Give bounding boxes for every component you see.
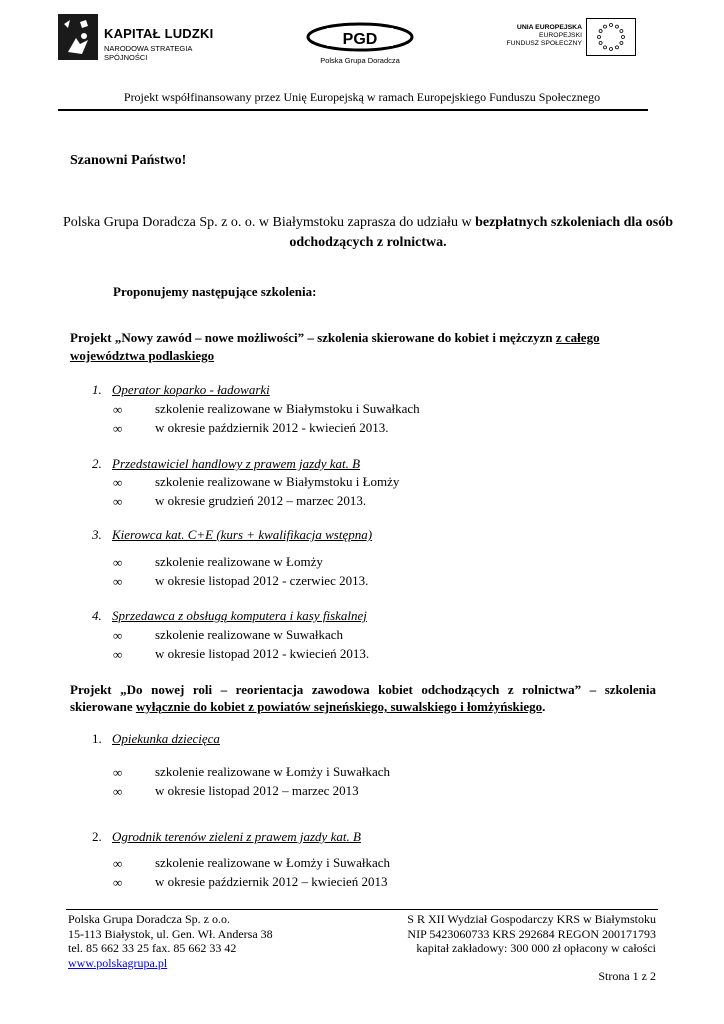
pgd-mark-text: PGD [342, 31, 378, 48]
eu-text [506, 24, 582, 49]
project1-region: z całego województwa podlaskiego [70, 330, 600, 363]
project1-item3-title: Kierowca kat. C+E (kurs + kwalifikacja wstępna) [112, 527, 373, 542]
pgd-subtitle: Polska Grupa Doradcza [320, 56, 400, 65]
footer-court: S R XII Wydział Gospodarczy KRS w Białymstoku [407, 912, 656, 926]
eu-line-3: FUNDUSZ SPOŁECZNY [506, 40, 582, 48]
eu-flag-icon [586, 18, 636, 56]
bullet-icon: ∞ [113, 875, 123, 890]
project2-heading-line1: Projekt „Do nowej roli – reorientacja zawodowa kobiet odchodzących z rolnictwa” – szkolenia [70, 682, 656, 697]
kapital-ludzki-subtitle: NARODOWA STRATEGIA SPÓJNOŚCI [104, 44, 192, 62]
project2-item2-detail2: w okresie październik 2012 – kwiecień 2013 [155, 874, 388, 889]
pgd-logo [305, 22, 415, 68]
project2-item2-detail1: szkolenie realizowane w Łomży i Suwałkach [155, 855, 390, 870]
footer-phone: tel. 85 662 33 25 fax. 85 662 33 42 [68, 941, 237, 955]
bullet-icon: ∞ [113, 765, 123, 780]
footer-ids: NIP 5423060733 KRS 292684 REGON 200171793 [407, 926, 656, 941]
eu-line-1: UNIA EUROPEJSKA [516, 24, 582, 31]
intro-paragraph [58, 213, 678, 253]
project1-heading [70, 329, 650, 365]
bullet-icon: ∞ [113, 856, 123, 871]
footer-registration-info [407, 912, 656, 956]
footer-divider [66, 909, 658, 910]
project1-item2-detail1: szkolenie realizowane w Białymstoku i Łomży [155, 474, 400, 489]
project1-prefix: Projekt „Nowy zawód – nowe możliwości” – szkolenia skierowane do kobiet i mężczyzn [70, 330, 556, 345]
pgd-mark-icon [305, 22, 415, 52]
project1-item1-title: Operator koparko - ładowarki [112, 382, 270, 397]
intro-bold-text: bezpłatnych szkoleniach dla osób odchodzących z rolnictwa. [289, 215, 674, 250]
project2-item1-number: 1. [92, 731, 102, 746]
footer-capital: kapitał zakładowy: 300 000 zł opłacony w całości [416, 941, 656, 955]
bullet-icon: ∞ [113, 574, 123, 589]
project1-item4-detail2: w okresie listopad 2012 - kwiecień 2013. [155, 646, 370, 661]
project1-item4-title: Sprzedawca z obsługą komputera i kasy fiskalnej [112, 608, 367, 623]
footer-address: 15-113 Białystok, ul. Gen. Wł. Andersa 38 [68, 926, 273, 941]
eu-line-2: EUROPEJSKI [538, 32, 582, 40]
cofinancing-note: Projekt współfinansowany przez Unię Europejską w ramach Europejskiego Funduszu Społecznego [123, 90, 601, 104]
proposal-heading: Proponujemy następujące szkolenia: [113, 284, 317, 299]
project1-item1-detail2: w okresie październik 2012 - kwiecień 2013. [155, 420, 389, 435]
page-number: Strona 1 z 2 [598, 969, 656, 983]
project1-item4-number: 4. [92, 608, 102, 623]
bullet-icon: ∞ [113, 555, 123, 570]
project1-item2-title: Przedstawiciel handlowy z prawem jazdy kat. B [112, 456, 361, 471]
kapital-ludzki-title: KAPITAŁ LUDZKI [104, 26, 214, 41]
bullet-icon: ∞ [113, 647, 123, 662]
project1-item1-number: 1. [92, 382, 102, 397]
header-divider [58, 109, 648, 111]
bullet-icon: ∞ [113, 494, 123, 509]
project2-item2-number: 2. [92, 829, 102, 844]
project2-region: wyłącznie do kobiet z powiatów sejneńskiego, suwalskiego i łomżyńskiego [135, 699, 543, 714]
bullet-icon: ∞ [113, 475, 123, 490]
project2-suffix: . [542, 699, 546, 714]
project1-item1-detail1: szkolenie realizowane w Białymstoku i Suwałkach [155, 401, 420, 416]
footer-company-name: Polska Grupa Doradcza Sp. z o.o. [68, 912, 230, 926]
project1-item3-detail2: w okresie listopad 2012 - czerwiec 2013. [155, 573, 369, 588]
greeting: Szanowni Państwo! [70, 153, 187, 168]
eu-logo [498, 18, 638, 58]
kapital-ludzki-logo [58, 14, 228, 64]
project2-heading-line2 [70, 698, 656, 716]
project1-item4-detail1: szkolenie realizowane w Suwałkach [155, 627, 344, 642]
bullet-icon: ∞ [113, 421, 123, 436]
project1-item3-detail1: szkolenie realizowane w Łomży [155, 554, 323, 569]
bullet-icon: ∞ [113, 402, 123, 417]
project1-item3-number: 3. [92, 527, 102, 542]
footer-company-info [68, 912, 273, 970]
kapital-ludzki-emblem-icon [58, 14, 98, 60]
project2-prefix: skierowane [70, 699, 136, 714]
project1-item2-number: 2. [92, 456, 102, 471]
project2-item1-detail1: szkolenie realizowane w Łomży i Suwałkach [155, 764, 390, 779]
intro-text: Polska Grupa Doradcza Sp. z o. o. w Białymstoku zaprasza do udziału w [62, 215, 476, 230]
project2-item2-title: Ogrodnik terenów zieleni z prawem jazdy kat. B [112, 829, 361, 844]
project1-item2-detail2: w okresie grudzień 2012 – marzec 2013. [155, 493, 367, 508]
bullet-icon: ∞ [113, 784, 123, 799]
footer-website-link[interactable]: www.polskagrupa.pl [68, 955, 168, 970]
project2-item1-title: Opiekunka dziecięca [112, 731, 220, 746]
project2-item1-detail2: w okresie listopad 2012 – marzec 2013 [155, 783, 359, 798]
bullet-icon: ∞ [113, 628, 123, 643]
